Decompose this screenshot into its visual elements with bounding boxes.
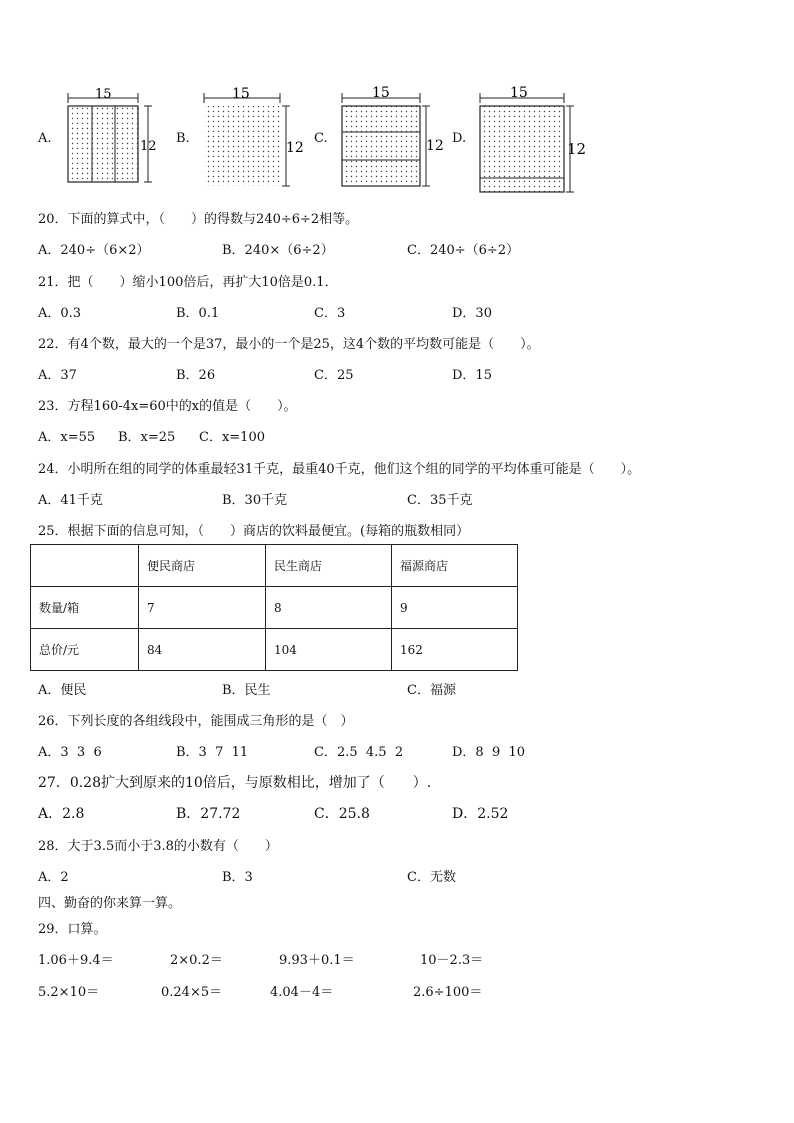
q23-option-a[interactable]: A．x=55 xyxy=(38,430,96,445)
figure-a-width: 15 xyxy=(95,87,112,102)
q28-option-a[interactable]: A．2 xyxy=(38,870,69,885)
q26-option-c[interactable]: C．2.5 4.5 2 xyxy=(314,745,404,760)
q27-option-a[interactable]: A．2.8 xyxy=(38,806,85,822)
table-cell: 84 xyxy=(139,629,266,671)
figure-d-grid xyxy=(472,84,588,196)
table-header-cell: 福源商店 xyxy=(392,545,518,587)
q29-item: 2.6÷100＝ xyxy=(413,985,483,1000)
q27-option-c[interactable]: C．25.8 xyxy=(314,806,370,822)
figure-b-grid xyxy=(196,84,308,192)
q26-option-d[interactable]: D．8 9 10 xyxy=(452,745,526,760)
q23-option-c[interactable]: C．x=100 xyxy=(199,430,265,445)
table-cell: 总价/元 xyxy=(31,629,139,671)
q27-stem: 27．0.28扩大到原来的10倍后，与原数相比，增加了（ ）. xyxy=(38,775,432,791)
q25-option-b[interactable]: B．民生 xyxy=(222,683,271,698)
q29-item: 2×0.2＝ xyxy=(170,953,223,968)
q29-stem: 29．口算。 xyxy=(38,922,107,937)
figure-c-label: C. xyxy=(314,131,328,146)
q21-option-a[interactable]: A．0.3 xyxy=(38,306,82,321)
q22-option-d[interactable]: D．15 xyxy=(452,368,492,383)
figure-b-width: 15 xyxy=(232,86,250,102)
table-cell: 162 xyxy=(392,629,518,671)
table-cell: 9 xyxy=(392,587,518,629)
figure-b-label: B. xyxy=(176,131,190,146)
q27-option-d[interactable]: D．2.52 xyxy=(452,806,509,822)
q25-option-c[interactable]: C．福源 xyxy=(407,683,456,698)
figure-b-height: 12 xyxy=(286,140,304,156)
q24-option-b[interactable]: B．30千克 xyxy=(222,493,288,508)
figure-c-width: 15 xyxy=(372,85,390,101)
figure-c-grid xyxy=(334,84,448,192)
q24-option-a[interactable]: A．41千克 xyxy=(38,493,103,508)
table-cell: 7 xyxy=(139,587,266,629)
q29-item: 4.04－4＝ xyxy=(270,985,334,1000)
q21-stem: 21．把（ ）缩小100倍后，再扩大10倍是0.1． xyxy=(38,275,338,290)
q20-option-c[interactable]: C．240÷（6÷2） xyxy=(407,243,520,258)
q29-item: 10－2.3＝ xyxy=(420,953,484,968)
q20-stem: 20．下面的算式中，（ ）的得数与240÷6÷2相等。 xyxy=(38,212,359,227)
q28-option-b[interactable]: B．3 xyxy=(222,870,253,885)
q24-stem: 24．小明所在组的同学的体重最轻31千克，最重40千克，他们这个组的同学的平均体重可能是（ ）。 xyxy=(38,462,641,477)
q25-option-a[interactable]: A．便民 xyxy=(38,683,87,698)
section-title: 四、勤奋的你来算一算。 xyxy=(38,896,182,911)
q25-price-table xyxy=(30,544,518,671)
figure-a-grid xyxy=(60,86,160,190)
table-row xyxy=(31,587,518,629)
table-header-cell: 民生商店 xyxy=(266,545,392,587)
table-header-cell xyxy=(31,545,139,587)
table-row xyxy=(31,629,518,671)
table-cell: 8 xyxy=(266,587,392,629)
q21-option-b[interactable]: B．0.1 xyxy=(176,306,220,321)
figure-d-label: D. xyxy=(452,131,467,146)
q26-option-b[interactable]: B．3 7 11 xyxy=(176,745,249,760)
q29-item: 0.24×5＝ xyxy=(161,985,223,1000)
q22-stem: 22．有4个数，最大的一个是37，最小的一个是25，这4个数的平均数可能是（ ）。 xyxy=(38,337,540,352)
q29-item: 1.06＋9.4＝ xyxy=(38,953,114,968)
table-cell: 104 xyxy=(266,629,392,671)
q24-option-c[interactable]: C．35千克 xyxy=(407,493,473,508)
q22-option-b[interactable]: B．26 xyxy=(176,368,216,383)
q29-item: 9.93＋0.1＝ xyxy=(279,953,355,968)
q23-option-b[interactable]: B．x=25 xyxy=(118,430,176,445)
figure-c-height: 12 xyxy=(426,138,444,154)
q26-stem: 26．下列长度的各组线段中，能围成三角形的是（ ） xyxy=(38,714,354,729)
q20-option-b[interactable]: B．240×（6÷2） xyxy=(222,243,334,258)
q27-option-b[interactable]: B．27.72 xyxy=(176,806,241,822)
q21-option-c[interactable]: C．3 xyxy=(314,306,346,321)
q25-stem: 25．根据下面的信息可知，（ ）商店的饮料最便宜。(每箱的瓶数相同） xyxy=(38,524,470,539)
q29-item: 5.2×10＝ xyxy=(38,985,100,1000)
q28-option-c[interactable]: C．无数 xyxy=(407,870,456,885)
q22-option-a[interactable]: A．37 xyxy=(38,368,77,383)
figure-a-height: 12 xyxy=(140,139,157,154)
q21-option-d[interactable]: D．30 xyxy=(452,306,492,321)
figure-a-label: A. xyxy=(38,131,52,146)
figure-d-width: 15 xyxy=(510,85,528,101)
q26-option-a[interactable]: A．3 3 6 xyxy=(38,745,102,760)
table-header-row xyxy=(31,545,518,587)
q23-stem: 23．方程160-4x=60中的x的值是（ ）。 xyxy=(38,399,297,414)
table-header-cell: 便民商店 xyxy=(139,545,266,587)
q22-option-c[interactable]: C．25 xyxy=(314,368,354,383)
figure-d-height: 12 xyxy=(567,140,587,158)
q28-stem: 28．大于3.5而小于3.8的小数有（ ） xyxy=(38,839,278,854)
q20-option-a[interactable]: A．240÷（6×2） xyxy=(38,243,150,258)
table-cell: 数量/箱 xyxy=(31,587,139,629)
